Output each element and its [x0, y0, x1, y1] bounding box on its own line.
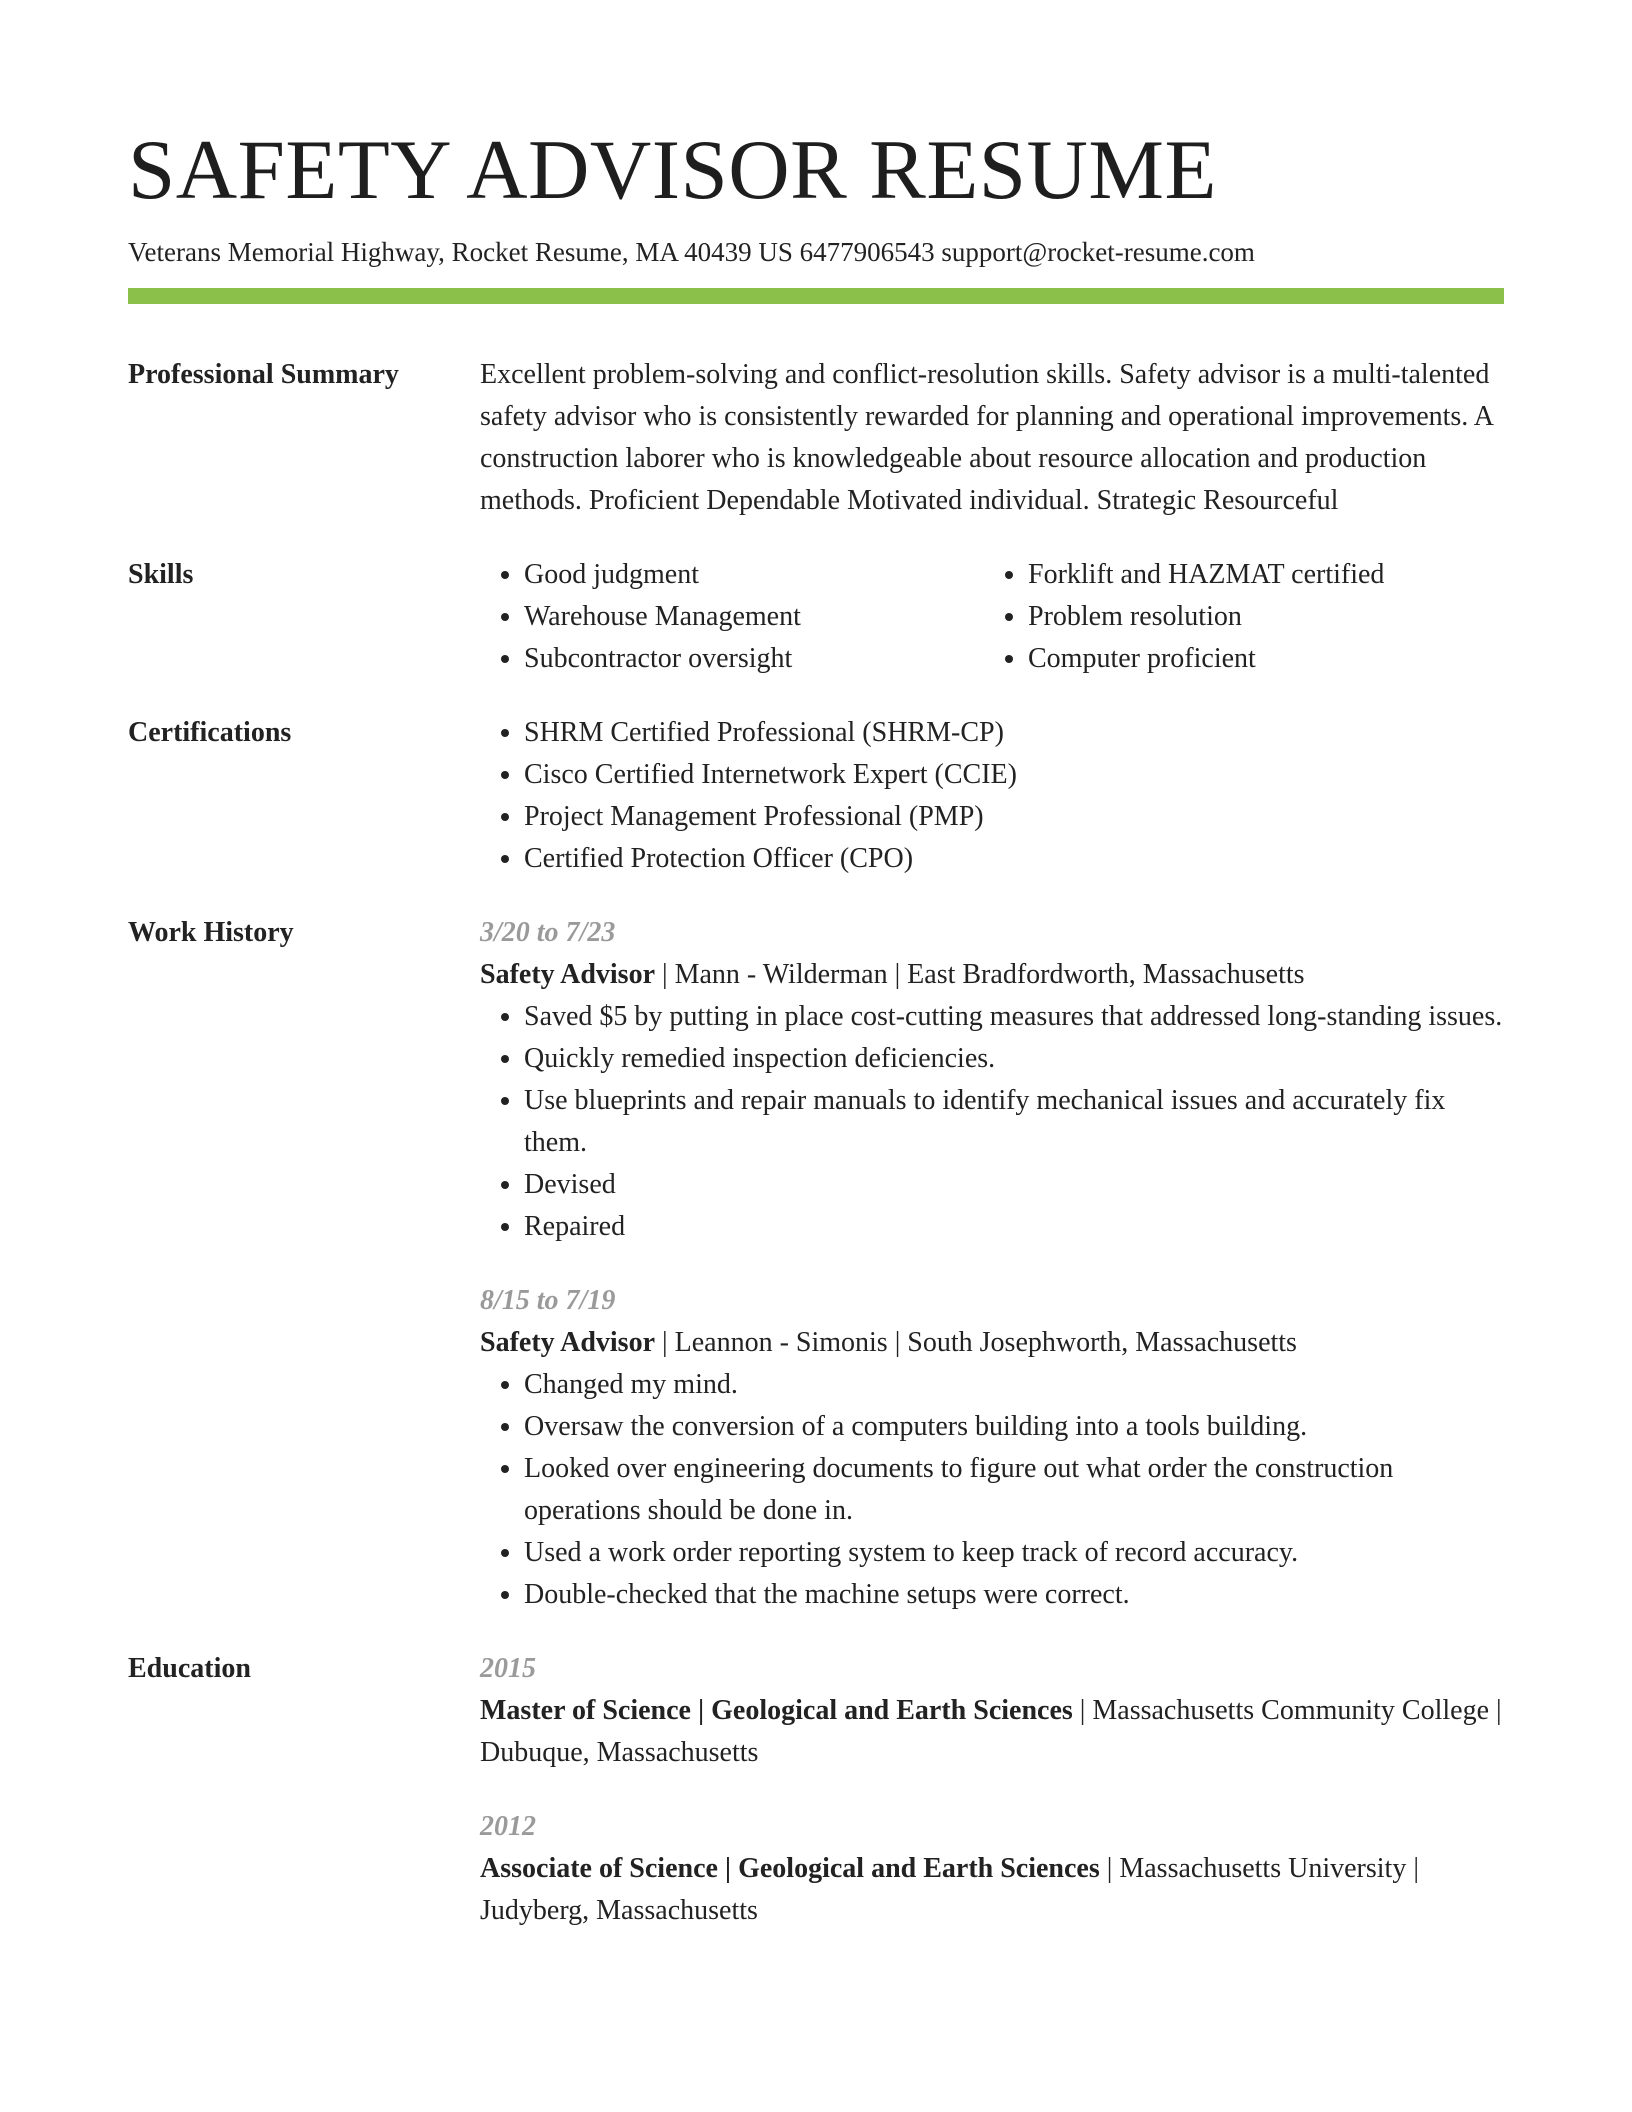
certification-item: • SHRM Certified Professional (SHRM-CP)	[524, 712, 1504, 754]
work-history-section	[128, 912, 1504, 1616]
job-bullet: • Quickly remedied inspection deficiencies.	[524, 1038, 1504, 1080]
school-location: | Massachusetts University | Judyberg, Massachusetts	[480, 1853, 1419, 1926]
job-heading	[480, 954, 1504, 996]
job-bullet: • Repaired	[524, 1206, 1504, 1248]
education-entries	[480, 1648, 1504, 1932]
job-dates: 8/15 to 7/19	[480, 1285, 616, 1316]
certification-item: • Cisco Certified Internetwork Expert (CCIE)	[524, 754, 1504, 796]
skills-section	[128, 554, 1504, 680]
professional-summary-section	[128, 354, 1504, 522]
education-heading	[480, 1848, 1504, 1932]
skills-grid	[480, 554, 1504, 680]
certification-item: • Certified Protection Officer (CPO)	[524, 838, 1504, 880]
accent-divider	[128, 288, 1504, 304]
job-dates: 3/20 to 7/23	[480, 917, 616, 948]
job-bullet: • Oversaw the conversion of a computers building into a tools building.	[524, 1406, 1504, 1448]
job-title: Safety Advisor	[480, 1327, 655, 1358]
job-title: Safety Advisor	[480, 959, 655, 990]
job-entry	[480, 912, 1504, 1248]
job-bullet: • Saved $5 by putting in place cost-cutting measures that addressed long-standing issues.	[524, 996, 1504, 1038]
job-entry	[480, 1280, 1504, 1616]
certifications-section	[128, 712, 1504, 880]
skill-item: • Problem resolution	[1028, 596, 1488, 638]
skills-column-left	[480, 554, 984, 680]
job-employer-location: | Leannon - Simonis | South Josephworth, Massachusetts	[655, 1327, 1297, 1358]
contact-line	[128, 234, 1504, 270]
job-bullet: • Looked over engineering documents to figure out what order the construction operations should be done in.	[524, 1448, 1504, 1532]
certifications-list	[480, 712, 1504, 880]
skill-item: • Good judgment	[524, 554, 984, 596]
skills-column-right	[984, 554, 1488, 680]
section-label: Work History	[128, 917, 294, 948]
certification-item: • Project Management Professional (PMP)	[524, 796, 1504, 838]
job-bullet: • Double-checked that the machine setups were correct.	[524, 1574, 1504, 1616]
contact-phone: 6477906543	[799, 237, 935, 267]
job-employer-location: | Mann - Wilderman | East Bradfordworth, Massachusetts	[655, 959, 1305, 990]
section-label: Education	[128, 1653, 251, 1684]
section-label: Skills	[128, 559, 194, 590]
job-heading	[480, 1322, 1504, 1364]
job-bullets	[480, 1364, 1504, 1616]
skill-item: • Warehouse Management	[524, 596, 984, 638]
job-bullet: • Devised	[524, 1164, 1504, 1206]
education-year: 2012	[480, 1811, 536, 1842]
job-bullets	[480, 996, 1504, 1248]
degree-title: Master of Science | Geological and Earth Sciences	[480, 1695, 1073, 1726]
work-history-entries	[480, 912, 1504, 1616]
resume-title: SAFETY ADVISOR RESUME	[128, 123, 1217, 217]
education-entry	[480, 1806, 1504, 1932]
contact-address: Veterans Memorial Highway, Rocket Resume, MA 40439 US	[128, 237, 793, 267]
skill-item: • Subcontractor oversight	[524, 638, 984, 680]
education-entry	[480, 1648, 1504, 1774]
school-location: | Massachusetts Community College | Dubuque, Massachusetts	[480, 1695, 1502, 1768]
skill-item: • Computer proficient	[1028, 638, 1488, 680]
contact-email: support@rocket-resume.com	[941, 237, 1255, 267]
education-heading	[480, 1690, 1504, 1774]
job-bullet: • Changed my mind.	[524, 1364, 1504, 1406]
degree-title: Associate of Science | Geological and Earth Sciences	[480, 1853, 1100, 1884]
summary-text: Excellent problem-solving and conflict-resolution skills. Safety advisor is a multi-talented safety advisor who is consistently rewarded for planning and operational improvements. A construction laborer who is knowledgeable about resource allocation and production methods. Proficient Dependable Motivated individual. Strategic Resourceful	[480, 359, 1493, 516]
skill-item: • Forklift and HAZMAT certified	[1028, 554, 1488, 596]
section-label: Certifications	[128, 717, 292, 748]
education-year: 2015	[480, 1653, 536, 1684]
job-bullet: • Use blueprints and repair manuals to identify mechanical issues and accurately fix them.	[524, 1080, 1504, 1164]
section-label: Professional Summary	[128, 359, 399, 390]
education-section	[128, 1648, 1504, 1932]
job-bullet: • Used a work order reporting system to keep track of record accuracy.	[524, 1532, 1504, 1574]
